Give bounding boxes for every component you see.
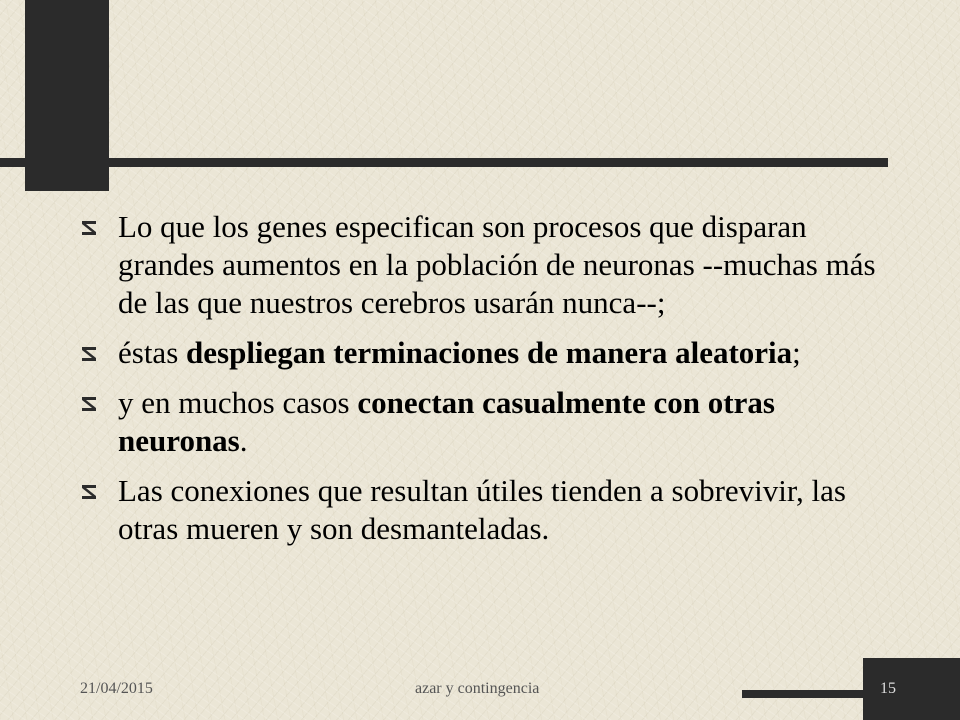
text-segment: y en muchos casos	[118, 385, 358, 420]
text-segment: Las conexiones que resultan útiles tienden a sobrevivir, las otras mueren y son desmanteladas.	[118, 473, 846, 546]
decorative-horizontal-bar	[0, 158, 888, 167]
text-segment: .	[239, 423, 248, 458]
bullet-text	[118, 209, 876, 320]
text-segment: éstas	[118, 335, 187, 370]
z-bullet-icon	[80, 345, 98, 363]
bullet-item	[80, 384, 880, 460]
bullet-item	[80, 472, 880, 548]
page-number: 15	[880, 680, 896, 697]
bullet-item	[80, 208, 880, 322]
footer-page-box	[863, 658, 960, 720]
bullet-text	[118, 473, 846, 546]
bullet-text	[118, 385, 775, 458]
text-segment: ;	[792, 335, 801, 370]
z-bullet-icon	[80, 395, 98, 413]
footer-date: 21/04/2015	[80, 680, 153, 697]
bullet-text	[118, 335, 801, 370]
footer-title: azar y contingencia	[415, 680, 540, 697]
z-bullet-icon	[80, 219, 98, 237]
bold-text-segment: despliegan terminaciones de manera aleatoria	[186, 335, 793, 370]
z-bullet-icon	[80, 483, 98, 501]
text-segment: Lo que los genes especifican son procesos que disparan grandes aumentos en la población de neuronas --muchas más de las que nuestros cerebros usarán nunca--;	[118, 209, 876, 320]
bullet-item	[80, 334, 880, 372]
bullet-list	[80, 208, 880, 560]
bold-text-segment: conectan casualmente con otras neuronas	[118, 385, 775, 458]
